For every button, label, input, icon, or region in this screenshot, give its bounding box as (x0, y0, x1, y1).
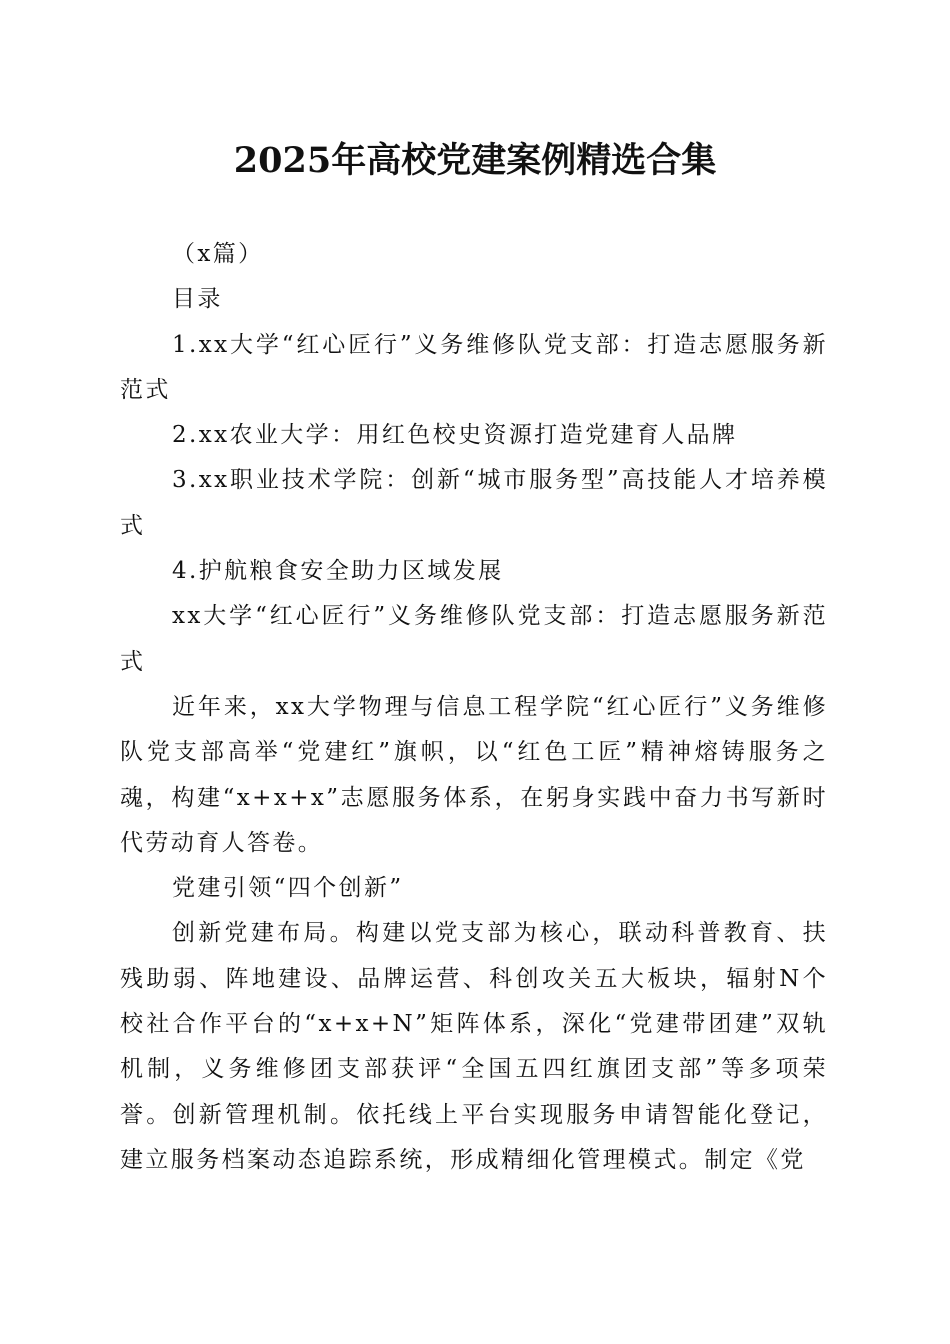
body-paragraph: 近年来，xx大学物理与信息工程学院“红心匠行”义务维修队党支部高举“党建红”旗帜，以“红色工匠”精神熔铸服务之魂，构建“x+x+x”志愿服务体系，在躬身实践中奋力书写新时代劳动育人答卷。 (120, 693, 828, 856)
toc-item-2: 2.xx农业大学：用红色校史资源打造党建育人品牌 (172, 422, 738, 449)
body-paragraph: 创新党建布局。构建以党支部为核心，联动科普教育、扶残助弱、阵地建设、品牌运营、科创攻关五大板块，辐射N个校社合作平台的“x+x+N”矩阵体系，深化“党建带团建”双轨机制，义务维修团支部获评“全国五四红旗团支部”等多项荣誉。创新管理机制。依托线上平台实现服务申请智能化登记，建立服务档案动态追踪系统，形成精细化管理模式。制定《党 (120, 920, 828, 1173)
document-title: 2025年高校党建案例精选合集 (233, 140, 717, 181)
toc-item-3: 3.xx职业技术学院：创新“城市服务型”高技能人才培养模式 (120, 467, 828, 539)
article-count-note: （x篇） (172, 241, 264, 267)
section-heading: xx大学“红心匠行”义务维修队党支部：打造志愿服务新范式 (120, 603, 828, 675)
subsection-heading: 党建引领“四个创新” (172, 875, 404, 902)
document-body (120, 232, 828, 1183)
toc-item-1: 1.xx大学“红心匠行”义务维修队党支部：打造志愿服务新范式 (120, 331, 828, 403)
toc-heading: 目录 (172, 286, 223, 313)
toc-item-4: 4.护航粮食安全助力区域发展 (172, 558, 504, 585)
